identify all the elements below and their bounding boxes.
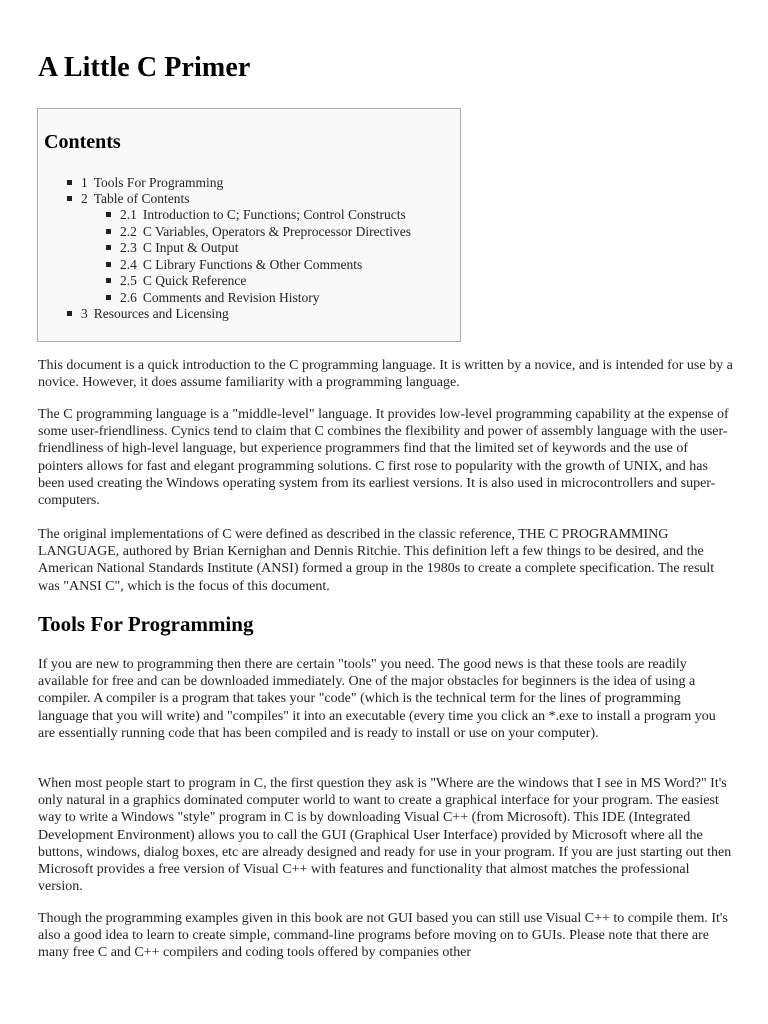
toc-number: 2 xyxy=(81,191,88,206)
toc-number: 2.2 xyxy=(120,224,137,239)
toc-link[interactable]: Table of Contents xyxy=(93,191,190,206)
bullet-icon xyxy=(106,245,111,250)
toc-item[interactable] xyxy=(106,240,239,256)
toc-item[interactable] xyxy=(106,207,406,223)
bullet-icon xyxy=(106,229,111,234)
toc-link[interactable]: Tools For Programming xyxy=(93,175,224,190)
bullet-icon xyxy=(67,311,72,316)
toc-link[interactable]: C Variables, Operators & Preprocessor Directives xyxy=(142,224,412,239)
table-of-contents xyxy=(37,108,461,342)
page-title: A Little C Primer xyxy=(38,52,251,83)
toc-number: 2.5 xyxy=(120,273,137,288)
toc-number: 3 xyxy=(81,306,88,321)
intro-paragraph: The original implementations of C were defined as described in the classic reference, THE C PROGRAMMING LANGUAGE, authored by Brian Kernighan and Dennis Ritchie. This definition left a few things to be desired, and the American National Standards Institute (ANSI) formed a group in the 1980s to create a complete specification. The result was "ANSI C", which is the focus of this document. xyxy=(38,527,715,594)
toc-link[interactable]: Introduction to C; Functions; Control Constructs xyxy=(142,207,406,222)
toc-link[interactable]: Resources and Licensing xyxy=(93,306,229,321)
toc-link[interactable]: C Quick Reference xyxy=(142,273,247,288)
toc-link[interactable]: C Input & Output xyxy=(142,240,239,255)
toc-number: 2.6 xyxy=(120,290,137,305)
bullet-icon xyxy=(106,212,111,217)
toc-link[interactable]: C Library Functions & Other Comments xyxy=(142,257,363,272)
bullet-icon xyxy=(67,196,72,201)
toc-number: 2.3 xyxy=(120,240,137,255)
toc-number: 2.1 xyxy=(120,207,137,222)
toc-item[interactable] xyxy=(67,191,190,207)
section-paragraph: When most people start to program in C, the first question they ask is "Where are the windows that I see in MS Word?" It's only natural in a graphics dominated computer world to want to create a graphical interface for your program. The easiest way to write a Windows "style" program in C is by downloading Visual C++ (from Microsoft). This IDE (Integrated Development Environment) allows you to call the GUI (Graphical User Interface) provided by Microsoft where all the buttons, windows, dialog boxes, etc are already designed and ready for use in your program. If you are just starting out then Microsoft provides a free version of Visual C++ with features and functionality that almost matches the professional version. xyxy=(38,776,732,895)
toc-item[interactable] xyxy=(106,224,411,240)
toc-link[interactable]: Comments and Revision History xyxy=(142,290,320,305)
toc-item[interactable] xyxy=(106,273,246,289)
bullet-icon xyxy=(67,180,72,185)
toc-number: 2.4 xyxy=(120,257,137,272)
intro-paragraph: This document is a quick introduction to the C programming language. It is written by a novice, and is intended for use by a novice. However, it does assume familiarity with a programming language. xyxy=(38,358,733,391)
section-paragraph: Though the programming examples given in this book are not GUI based you can still use Visual C++ to compile them. It's also a good idea to learn to create simple, command-line programs before moving on to GUIs. Please note that there are many free C and C++ compilers and coding tools offered by companies other xyxy=(38,911,728,961)
section-heading: Tools For Programming xyxy=(38,612,254,636)
toc-heading: Contents xyxy=(44,131,121,153)
toc-item[interactable] xyxy=(106,290,320,306)
bullet-icon xyxy=(106,278,111,283)
toc-item[interactable] xyxy=(67,175,223,191)
bullet-icon xyxy=(106,295,111,300)
toc-number: 1 xyxy=(81,175,88,190)
intro-paragraph: The C programming language is a "middle-level" language. It provides low-level programming capability at the expense of some user-friendliness. Cynics tend to claim that C combines the flexibility and power of assembly language with the user-friendliness of high-level language, but experience programmers find that the limited set of keywords and the use of pointers allows for fast and elegant programming solutions. C first rose to popularity with the growth of UNIX, and has been used creating the Windows operating system from its earliest versions. It is also used in microcontrollers and super-computers. xyxy=(38,407,729,509)
section-paragraph: If you are new to programming then there are certain "tools" you need. The good news is that these tools are readily available for free and can be downloaded immediately. One of the major obstacles for beginners is the idea of using a compiler. A compiler is a program that takes your "code" (which is the technical term for the lines of programming language that you will write) and "compiles" it into an executable (every time you click an *.exe to install a program you are essentially running code that has been compiled and is ready to install or use on your computer). xyxy=(38,657,716,741)
toc-item[interactable] xyxy=(67,306,229,322)
bullet-icon xyxy=(106,262,111,267)
toc-item[interactable] xyxy=(106,257,362,273)
